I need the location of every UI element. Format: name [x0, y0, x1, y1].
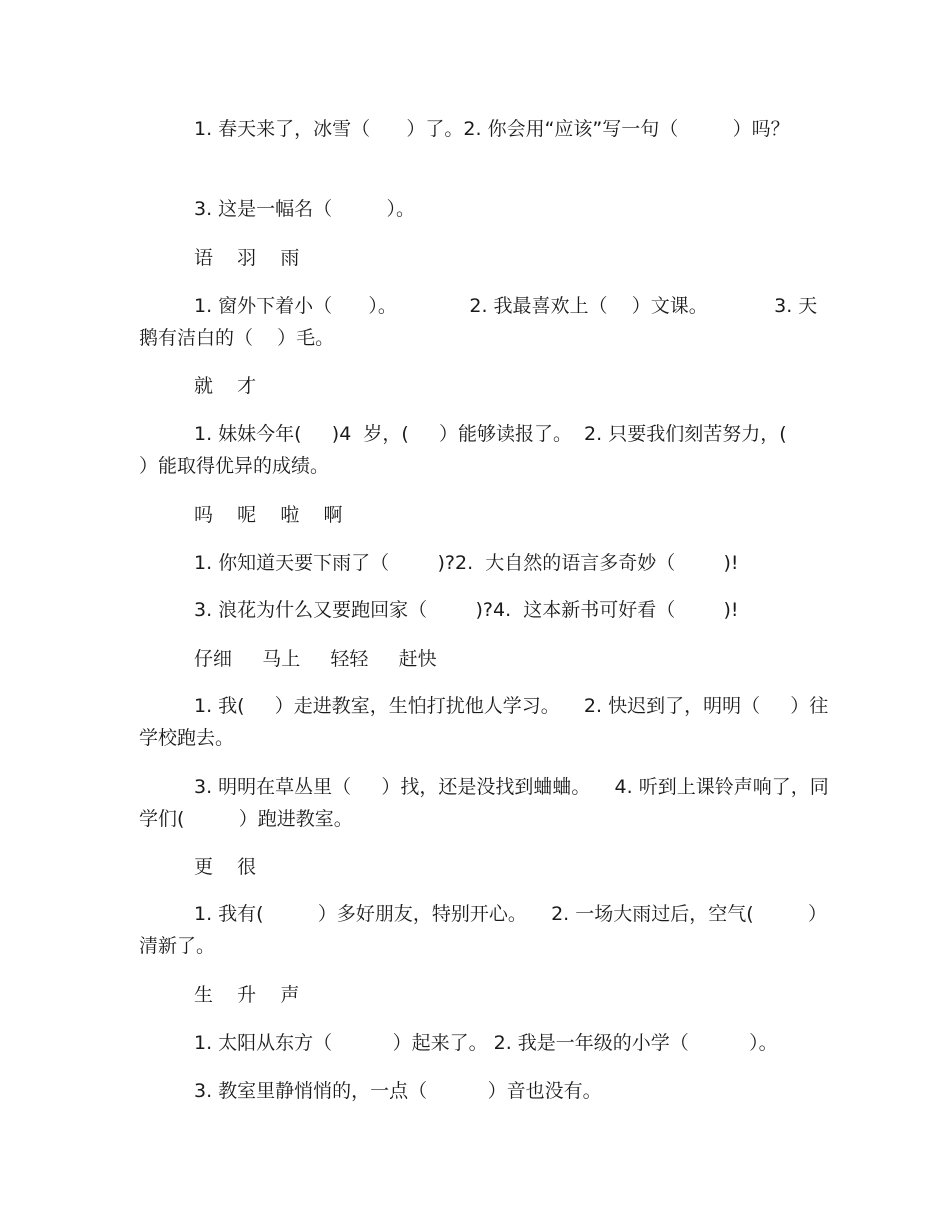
exercise-line: 1. 妹妹今年( )4 岁，( ）能够读报了。 2. 只要我们刻苦努力，( ）能取得优异的成绩。: [139, 423, 841, 477]
exercise-line: 1. 你知道天要下雨了（ )?2. 大自然的语言多奇妙（ )!: [194, 552, 739, 574]
exercise-line: 3. 教室里静悄悄的，一点（ ）音也没有。: [194, 1080, 602, 1102]
exercise-line: 1. 窗外下着小（ ）。 2. 我最喜欢上（ ）文课。 3. 天鹅有洁白的（ ）毛。: [139, 295, 818, 349]
word-choice-heading: 吗 呢 啦 啊: [194, 504, 343, 526]
exercise-line: 1. 春天来了，冰雪（ ）了。2. 你会用“应该”写一句（ ）吗？: [194, 118, 790, 140]
word-choice-heading: 仔细 马上 轻轻 赶快: [194, 648, 437, 670]
exercise-line: 3. 这是一幅名（ ）。: [194, 198, 416, 220]
exercise-line: 1. 我( ）走进教室，生怕打扰他人学习。 2. 快迟到了，明明（ ）往学校跑去。: [139, 695, 829, 749]
exercise-line: 3. 浪花为什么又要跑回家（ )?4. 这本新书可好看（ )!: [194, 599, 739, 621]
exercise-line: 1. 我有( ）多好朋友，特别开心。 2. 一场大雨过后，空气( ）清新了。: [139, 903, 828, 957]
word-choice-heading: 语 羽 雨: [194, 247, 300, 269]
exercise-line: 1. 太阳从东方（ ）起来了。 2. 我是一年级的小学（ ）。: [194, 1032, 778, 1054]
word-choice-heading: 生 升 声: [194, 984, 300, 1006]
word-choice-heading: 就 才: [194, 375, 257, 397]
word-choice-heading: 更 很: [194, 856, 257, 878]
exercise-line: 3. 明明在草丛里（ ）找，还是没找到蛐蛐。 4. 听到上课铃声响了，同学们( ）跑进教室。: [139, 776, 829, 830]
